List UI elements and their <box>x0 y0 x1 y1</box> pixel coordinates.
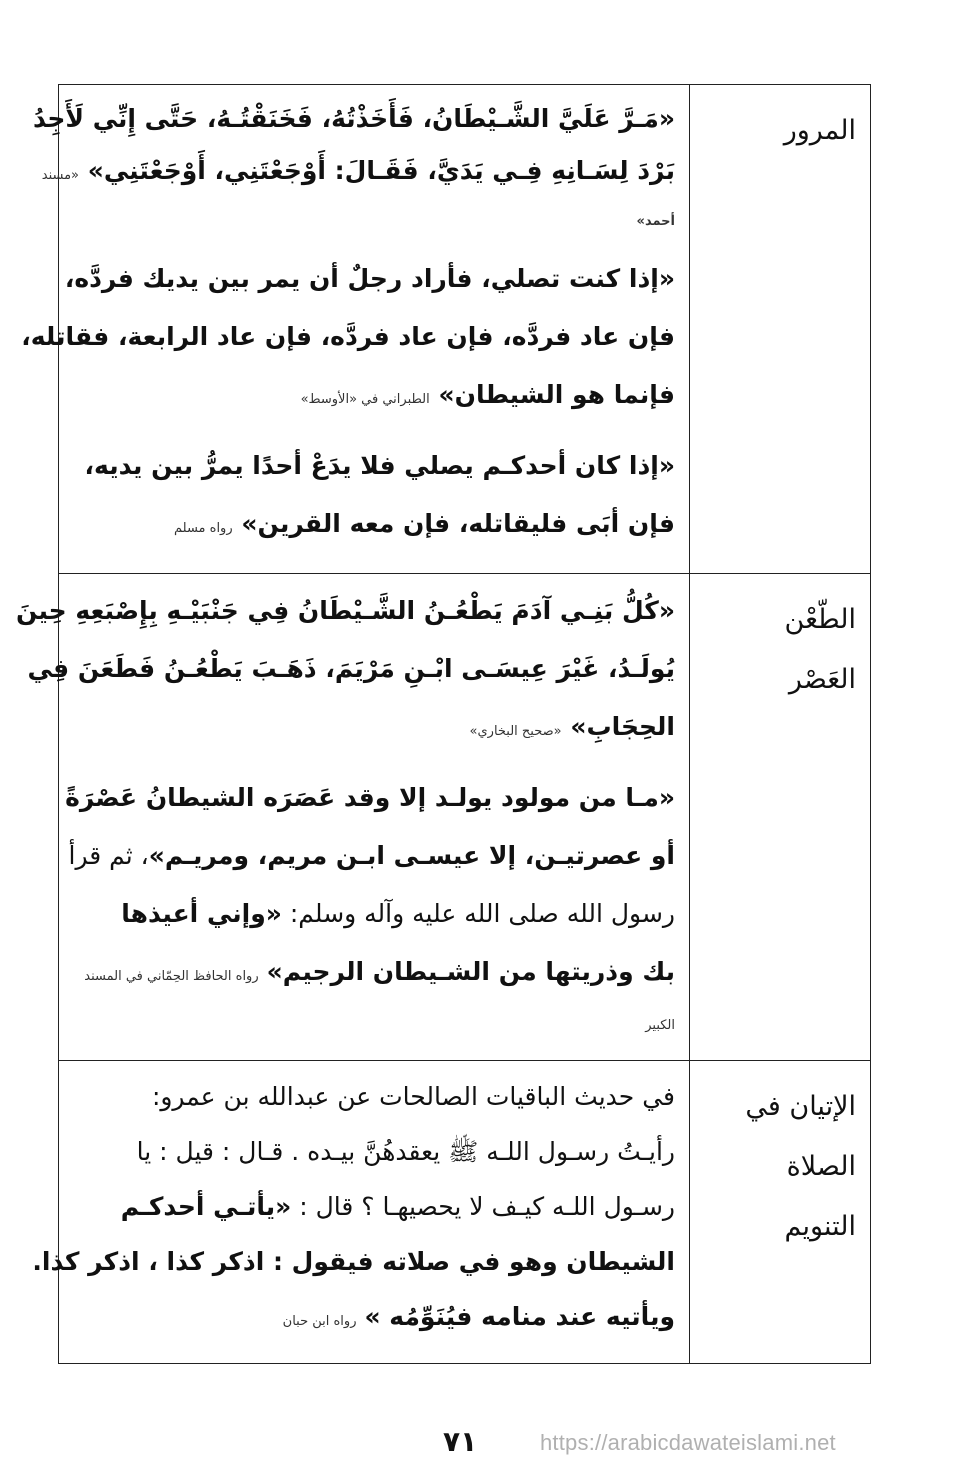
table-row <box>59 85 871 574</box>
source-citation: «مسند <box>41 168 80 183</box>
text-run: بك وذريتها من الشـيطان الرجيم» <box>266 957 675 986</box>
topic-label <box>690 85 870 161</box>
table-row <box>59 1061 871 1364</box>
text-line <box>73 885 675 943</box>
topic-cell <box>690 574 871 1061</box>
source-citation: أحمد» <box>636 214 675 229</box>
text-line: في حديث الباقيات الصالحات عن عبدالله بن عمرو: <box>151 1082 675 1111</box>
topic-line: التنويم <box>784 1211 856 1242</box>
text-line: «كُلُّ بَنِـي آدَمَ يَطْعُـنُ الشَّـيْطَانُ فِي جَنْبَيْـهِ بِإِصْبَعِهِ حِينَ <box>15 596 675 625</box>
text-line <box>73 366 675 429</box>
text-run: «وإني أعيذها <box>121 899 282 928</box>
text-line: فإن عاد فردَّه، فإن عاد فردَّه، فإن عاد الرابعة، فقاتله، <box>21 322 675 351</box>
topic-line: العَصْر <box>788 664 856 695</box>
source-citation: رواه ابن حبان <box>282 1314 357 1329</box>
content-cell <box>32 1061 690 1364</box>
text-run: رسـول اللـه كيـف لا يحصيهـا ؟ قال : <box>291 1192 675 1221</box>
text-line <box>73 943 675 1006</box>
text-run: رسول الله صلى الله عليه وآله وسلم: <box>281 899 675 928</box>
text-line <box>41 145 675 202</box>
topic-line: الطّعْن <box>784 604 856 635</box>
hadith-paragraph <box>15 582 675 761</box>
page-number: ٧١ <box>443 1425 478 1458</box>
topic-cell <box>690 1061 871 1364</box>
text-line <box>73 1289 675 1349</box>
text-line: يُولَـدُ، غَيْرَ عِيسَـى ابْـنِ مَرْيَمَ، ذَهَـبَ يَطْعُـنُ فَطَعَنَ فِي <box>27 654 675 683</box>
text-line: الشيطان وهو في صلاته فيقول : اذكر كذا ، اذكر كذا. <box>32 1247 675 1276</box>
source-citation: الكبير <box>645 1018 675 1033</box>
text-line <box>73 495 675 558</box>
hadith-paragraph <box>73 437 675 558</box>
topic-cell <box>690 85 871 574</box>
content-table <box>15 84 871 1364</box>
hadith-paragraph <box>65 769 675 1046</box>
hadith-paragraph <box>21 250 675 429</box>
text-run: ، ثم قرأ <box>68 841 149 870</box>
text-line <box>73 1179 675 1234</box>
text-line: «مَـرَّ عَلَيَّ الشَّـيْطَانُ، فَأَخَذْتُهُ، فَخَنَقْتُـهُ، حَتَّى إِنِّي لَأَجِدُ <box>32 104 675 133</box>
text-line: «إذا كان أحدكـم يصلي فلا يدَعْ أحدًا يمرُّ بين يديه، <box>84 451 675 480</box>
source-citation: رواه الحافظ الحِمّاني في المسند <box>84 969 259 984</box>
text-line: رأيـتُ رسـول اللـه ﷺ يعقدهُنَّ بيـده . قـال : قيل : يا <box>136 1137 675 1166</box>
text-run: أو عصرتيـن، إلا عيسـى ابـن مريم، ومريـم» <box>148 841 675 870</box>
text-line <box>73 698 675 761</box>
text-line <box>68 827 675 885</box>
text-run: بَرْدَ لِسَـانِهِ فِـي يَدَيَّ، فَقَـالَ: أَوْجَعْتَنِي، أَوْجَعْتَنِي» <box>87 156 675 185</box>
topic-label <box>690 574 870 710</box>
source-citation: رواه مسلم <box>173 521 233 536</box>
text-run: فإنما هو الشيطان» <box>438 380 675 409</box>
content-cell <box>21 85 690 574</box>
content-cell <box>15 574 690 1061</box>
watermark-url: https://arabicdawateislami.net <box>540 1430 836 1455</box>
text-run: فإن أبَى فليقاتله، فإن معه القرين» <box>241 509 675 538</box>
text-line: «إذا كنت تصلي، فأراد رجلٌ أن يمر بين يديك فردَّه، <box>64 264 675 293</box>
topic-line: الصلاة <box>786 1151 856 1182</box>
source-citation: الطبراني في «الأوسط» <box>300 392 430 407</box>
topic-line: المرور <box>783 115 856 146</box>
hadith-paragraph <box>32 1069 675 1349</box>
text-run: ويأتيه عند منامه فيُنَوِّمُه » <box>364 1302 675 1331</box>
topic-line: الإتيان في <box>745 1091 856 1122</box>
topic-label <box>690 1061 870 1257</box>
text-run: «يأتـي أحدكـم <box>120 1192 292 1221</box>
text-run: الحِجَابِ» <box>570 712 675 741</box>
hadith-paragraph <box>32 93 675 242</box>
source-citation: «صحيح البخاري» <box>469 724 562 739</box>
text-line: «مـا من مولود يولـد إلا وقد عَصَرَه الشيطانُ عَصْرَةً <box>65 783 675 812</box>
table-row <box>59 574 871 1061</box>
